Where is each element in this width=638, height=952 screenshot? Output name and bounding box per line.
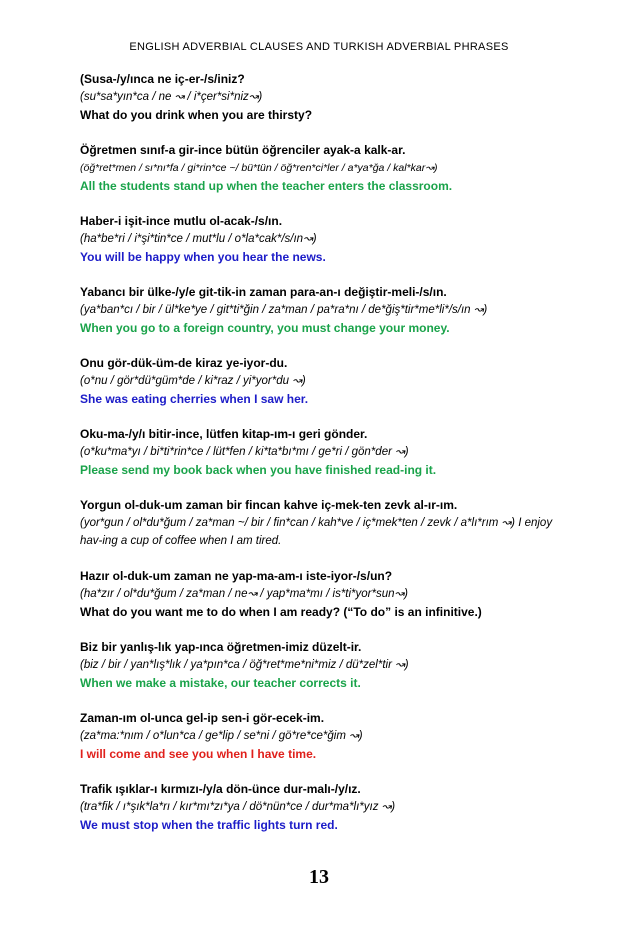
pronunciation: (tra*fik / ı*şık*la*rı / kır*mı*zı*ya / dö*nün*ce / dur*ma*lı*yız ↝) [80,801,396,813]
english-sentence: She was eating cherries when I saw her. [80,392,309,406]
turkish-sentence: Hazır ol-duk-um zaman ne yap-ma-am-ı iste-iyor-/s/un? [80,569,393,583]
pronunciation: (ha*be*ri / i*şi*tin*ce / mut*lu / o*la*cak*/s/ın↝) [80,233,317,245]
english-sentence: You will be happy when you hear the news. [80,250,326,264]
turkish-sentence: Yorgun ol-duk-um zaman bir fincan kahve iç-mek-ten zevk al-ır-ım. [80,498,458,512]
english-sentence: Please send my book back when you have finished read-ing it. [80,463,437,477]
english-sentence: All the students stand up when the teacher enters the classroom. [80,179,453,193]
pronunciation: (biz / bir / yan*lış*lık / ya*pın*ca / öğ*ret*me*ni*miz / dü*zel*tir ↝) [80,659,409,671]
pronunciation: (ha*zır / ol*du*ğum / za*man / ne↝ / yap*ma*mı / is*ti*yor*sun↝) [80,588,408,600]
english-sentence: When we make a mistake, our teacher corrects it. [80,676,361,690]
entry-3 [80,212,560,266]
english-sentence: What do you drink when you are thirsty? [80,108,313,122]
entry-1 [80,70,560,124]
entry-8 [80,567,560,621]
entry-10 [80,709,560,763]
english-sentence: We must stop when the traffic lights turn red. [80,818,338,832]
turkish-sentence: Öğretmen sınıf-a gir-ince bütün öğrenciler ayak-a kalk-ar. [80,143,406,157]
entry-9 [80,638,560,692]
page-number: 13 [309,866,329,888]
turkish-sentence: Haber-i işit-ince mutlu ol-acak-/s/ın. [80,214,283,228]
entry-5 [80,354,560,408]
entry-11 [80,780,560,834]
english-sentence: What do you want me to do when I am ready? (“To do” is an infinitive.) [80,605,482,619]
entry-2 [80,141,560,195]
pronunciation: (o*ku*ma*yı / bi*ti*rin*ce / lüt*fen / ki*ta*bı*mı / ge*ri / gön*der ↝) [80,446,409,458]
pronunciation: (su*sa*yın*ca / ne ↝ / i*çer*si*niz↝) [80,91,263,103]
turkish-sentence: Biz bir yanlış-lık yap-ınca öğretmen-imiz düzelt-ir. [80,640,362,654]
turkish-sentence: (Susa-/y/ınca ne iç-er-/s/iniz? [80,72,245,86]
entry-6 [80,425,560,479]
entry-7 [80,496,560,550]
page-header: ENGLISH ADVERBIAL CLAUSES AND TURKISH ADVERBIAL PHRASES [129,41,509,53]
entries-list [80,70,560,851]
pronunciation: (yor*gun / ol*du*ğum / za*man ~/ bir / fin*can / kah*ve / iç*mek*ten / zevk / a*lı*rım ↝) I enjoy hav-ing a cup of coffee when I am tired. [80,517,553,547]
pronunciation: (ya*ban*cı / bir / ül*ke*ye / git*ti*ğin / za*man / pa*ra*nı / de*ğiş*tir*me*li*/s/ın ↝) [80,304,488,316]
english-sentence: I will come and see you when I have time. [80,747,317,761]
turkish-sentence: Zaman-ım ol-unca gel-ip sen-i gör-ecek-im. [80,711,325,725]
turkish-sentence: Trafik ışıklar-ı kırmızı-/y/a dön-ünce dur-malı-/y/ız. [80,782,361,796]
entry-4 [80,283,560,337]
turkish-sentence: Yabancı bir ülke-/y/e git-tik-in zaman para-an-ı değiştir-meli-/s/ın. [80,285,447,299]
pronunciation: (za*ma:*nım / o*lun*ca / ge*lip / se*ni / gö*re*ce*ğim ↝) [80,730,363,742]
english-sentence: When you go to a foreign country, you must change your money. [80,321,450,335]
turkish-sentence: Oku-ma-/y/ı bitir-ince, lütfen kitap-ım-ı geri gönder. [80,427,368,441]
turkish-sentence: Onu gör-dük-üm-de kiraz ye-iyor-du. [80,356,288,370]
pronunciation: (öğ*ret*men / sı*nı*fa / gi*rin*ce ~/ bü*tün / öğ*ren*ci*ler / a*ya*ğa / kal*kar↝) [80,162,438,174]
pronunciation: (o*nu / gör*dü*güm*de / ki*raz / yi*yor*du ↝) [80,375,306,387]
